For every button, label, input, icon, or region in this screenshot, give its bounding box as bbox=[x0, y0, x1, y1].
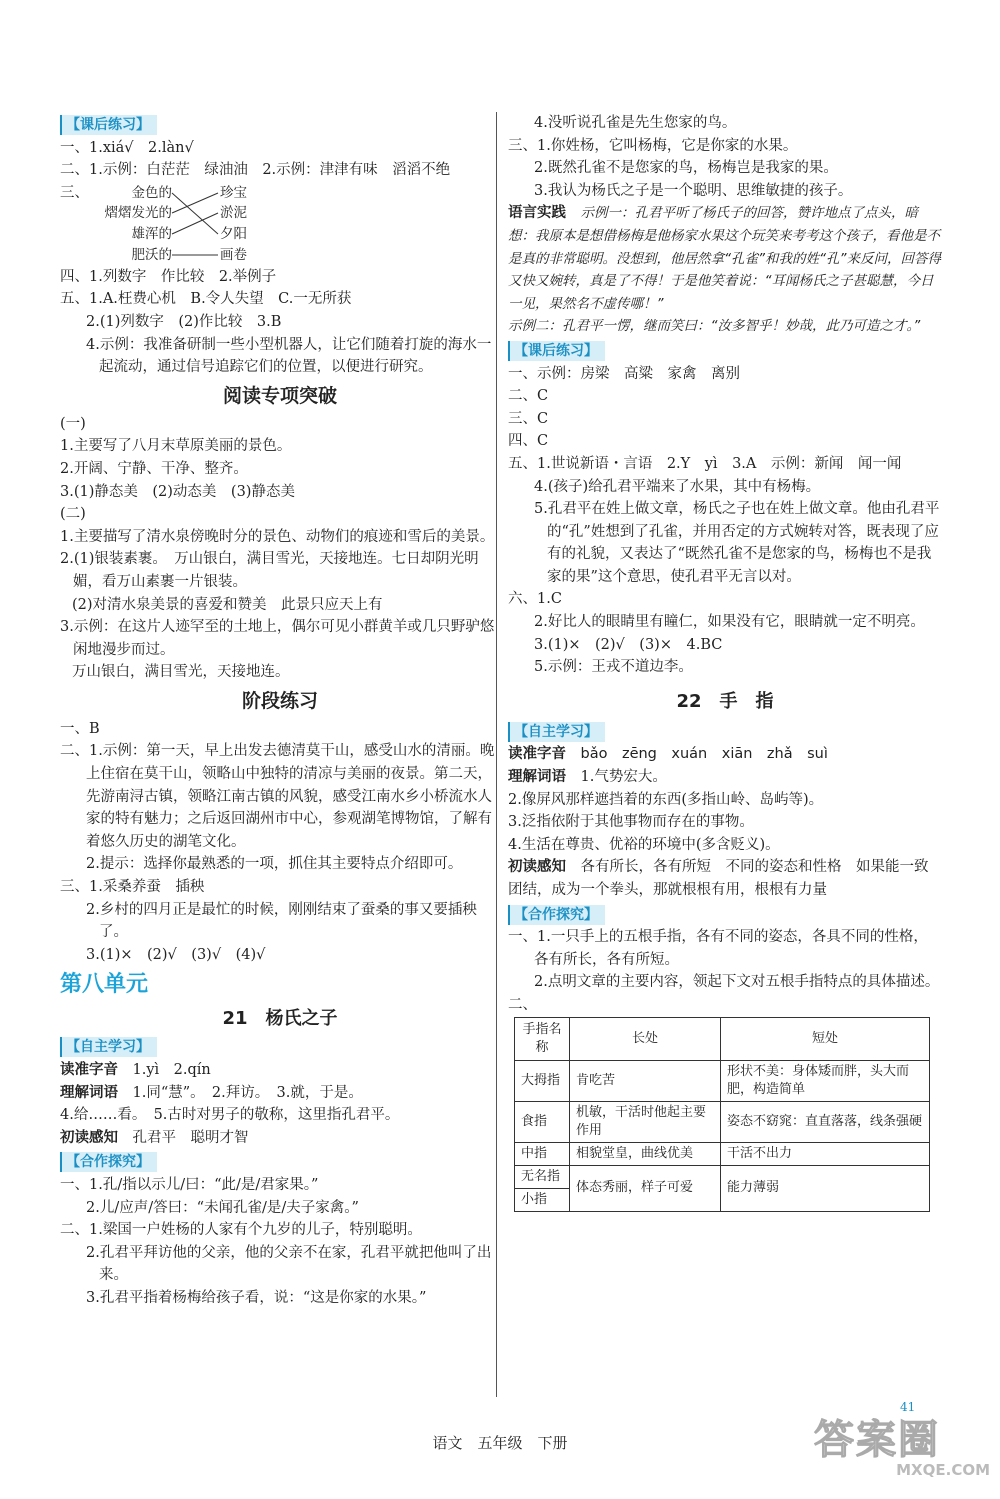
finger-comparison-table bbox=[514, 1017, 930, 1212]
answer-line: 五、1.A.枉费心机 B.令人失望 C.一无所获 bbox=[60, 291, 352, 308]
answer-line: 5.示例：王戎不道边李。 bbox=[534, 659, 693, 676]
answer-line: 2.孔君平拜访他的父亲，他的父亲不在家，孔君平就把他叫了出来。 bbox=[86, 1244, 492, 1284]
matching-exercise: 三、 金色的 熠熠发光的 雄浑的 肥沃的 珍宝 淤泥 夕阳 画卷 bbox=[60, 182, 500, 266]
answer-line: 1.主要描写了清水泉傍晚时分的景色、动物们的痕迹和雪后的美景。 bbox=[60, 528, 495, 545]
match-left-item: 熠熠发光的 bbox=[104, 204, 172, 221]
table-cell: 能力薄弱 bbox=[721, 1165, 930, 1211]
answer-line: 三、C bbox=[508, 410, 549, 427]
answer-line: 二、1.示例：第一天，早上出发去德清莫干山，感受山水的清丽。晚上住宿在莫干山，领略山中独特的清凉与美丽的夜景。第二天，先游南浔古镇，领略江南古镇的风貌，感受江南水乡小桥流水人家的特有魅力；之后返回湖州市中心，参观湖笔博物馆，了解有着悠久历史的湖笔文化。 bbox=[60, 743, 495, 850]
match-right-item: 淤泥 bbox=[220, 204, 247, 221]
answer-line: 2.好比人的眼睛里有瞳仁，如果没有它，眼睛就一定不明亮。 bbox=[534, 614, 925, 631]
section-tag-self-study: 【自主学习】 bbox=[508, 722, 605, 742]
answer-line: 理解词语 1.同“慧”。 2.拜访。 3.就，于是。 bbox=[60, 1083, 363, 1101]
lesson-title-21: 21 杨氏之子 bbox=[222, 1008, 338, 1030]
match-right-item: 画卷 bbox=[220, 246, 247, 263]
answer-line: 五、1.世说新语・言语 2.Y yì 3.A 示例：新闻 闻一闻 bbox=[508, 455, 902, 472]
section-tag-cooperative: 【合作探究】 bbox=[508, 905, 605, 925]
table-header: 短处 bbox=[721, 1017, 930, 1060]
answer-line: 4.没听说孔雀是先生您家的鸟。 bbox=[534, 115, 737, 131]
page-number: 41 bbox=[900, 1400, 916, 1414]
match-lines bbox=[60, 182, 230, 266]
answer-line: 2.既然孔雀不是您家的鸟，杨梅岂是我家的果。 bbox=[534, 160, 838, 177]
table-cell: 机敏，干活时他起主要作用 bbox=[570, 1101, 721, 1142]
answer-line: 3.(1)× (2)√ (3)× 4.BC bbox=[534, 636, 723, 653]
table-cell: 大拇指 bbox=[515, 1060, 570, 1101]
answer-line: 四、1.列数字 作比较 2.举例子 bbox=[60, 268, 277, 285]
watermark-url: MXQE.COM bbox=[896, 1461, 990, 1479]
table-cell: 小指 bbox=[515, 1188, 570, 1211]
match-left-item: 金色的 bbox=[131, 184, 172, 201]
answer-line: 4.示例：我准备研制一些小型机器人，让它们随着打旋的海水一起流动，通过信号追踪它们的位置，以便进行研究。 bbox=[86, 336, 492, 376]
answer-line: 5.孔君平在姓上做文章，杨氏之子也在姓上做文章。他由孔君平的“孔”姓想到了孔雀，并用否定的方式婉转对答，既表现了应有的礼貌，又表达了“既然孔雀不是您家的鸟，杨梅也不是我家的果”这个意思，使孔君平无言以对。 bbox=[534, 501, 940, 585]
answer-line: 3.我认为杨氏之子是一个聪明、思维敏捷的孩子。 bbox=[534, 182, 853, 199]
answer-line: 4.生活在尊贵、优裕的环境中(多含贬义)。 bbox=[508, 836, 780, 853]
table-cell: 食指 bbox=[515, 1101, 570, 1142]
table-cell: 体态秀丽，样子可爱 bbox=[570, 1165, 721, 1211]
table-header: 长处 bbox=[570, 1017, 721, 1060]
language-practice: 语言实践 示例一：孔君平听了杨氏子的回答，赞许地点了点头，暗想：我原本是想借杨梅是他杨家水果这个玩笑来考考这个孩子，看他是不是真的非常聪明。没想到，他居然拿“孔雀”和我的姓“孔”来反问，回答得又快又婉转，真是了不得！于是他笑着说：“耳闻杨氏之子甚聪慧，今日一见，果然名不虚传哪！” bbox=[508, 204, 941, 312]
table-row bbox=[515, 1165, 930, 1188]
table-cell: 相貌堂皇，曲线优美 bbox=[570, 1142, 721, 1165]
answer-line: 3.泛指依附于其他事物而存在的事物。 bbox=[508, 814, 754, 831]
answer-line: (二) bbox=[60, 506, 86, 523]
answer-line: 一、1.一只手上的五根手指，各有不同的姿态，各具不同的性格，各有所长，各有所短。 bbox=[508, 929, 928, 968]
left-column bbox=[60, 112, 500, 1310]
answer-line: 2.像屏风那样遮挡着的东西(多指山岭、岛屿等)。 bbox=[508, 791, 824, 808]
answer-line: 三、1.采桑养蚕 插秧 bbox=[60, 879, 205, 896]
watermark bbox=[814, 1408, 990, 1494]
answer-line: 二、C bbox=[508, 388, 549, 405]
table-row bbox=[515, 1101, 930, 1142]
answer-line: 2.开阔、宁静、干净、整齐。 bbox=[60, 460, 248, 477]
answer-line: 理解词语 1.气势宏大。 bbox=[508, 768, 667, 786]
lesson-title-22: 22 手 指 bbox=[676, 690, 774, 712]
answer-line: 2.儿/应声/答曰：“未闻孔雀/是/夫子家禽。” bbox=[86, 1199, 359, 1216]
answer-line: 3.(1)× (2)√ (3)√ (4)√ bbox=[86, 946, 266, 963]
answer-line: 2.(1)银装素裹。 万山银白，满目雪光，天接地连。七日却阴光明媚，看万山素裹一片银装。 bbox=[60, 551, 479, 590]
table-cell: 形状不美：身体矮而胖，头大而肥，构造简单 bbox=[721, 1060, 930, 1101]
section-tag-after-class: 【课后练习】 bbox=[60, 115, 157, 135]
language-practice-example-2: 示例二：孔君平一愣，继而笑曰：“汝多智乎！妙哉，此乃可造之才。” bbox=[508, 318, 921, 335]
answer-line: 一、示例：房梁 高粱 家禽 离别 bbox=[508, 365, 740, 382]
table-cell: 中指 bbox=[515, 1142, 570, 1165]
answer-line: 四、C bbox=[508, 433, 549, 450]
section-title-stage: 阶段练习 bbox=[241, 689, 318, 712]
answer-line: 2.点明文章的主要内容，领起下文对五根手指特点的具体描述。 bbox=[534, 974, 940, 991]
answer-line: 初读感知 孔君平 聪明才智 bbox=[60, 1128, 249, 1146]
answer-line: 1.主要写了八月末草原美丽的景色。 bbox=[60, 438, 292, 455]
answer-line: 3.示例：在这片人迹罕至的土地上，偶尔可见小群黄羊或几只野驴悠闲地漫步而过。 bbox=[60, 619, 495, 658]
answer-line: 万山银白，满目雪光，天接地连。 bbox=[72, 664, 290, 681]
answer-line: 一、1.孔/指以示儿/曰：“此/是/君家果。” bbox=[60, 1176, 319, 1193]
answer-line: (一) bbox=[60, 415, 86, 432]
match-left-item: 雄浑的 bbox=[131, 225, 172, 242]
table-cell: 无名指 bbox=[515, 1165, 570, 1188]
answer-line: 一、B bbox=[60, 720, 100, 737]
answer-line: 3.孔君平指着杨梅给孩子看，说：“这是你家的水果。” bbox=[86, 1289, 427, 1306]
answer-line: 初读感知 各有所长，各有所短 不同的姿态和性格 如果能一致团结，成为一个拳头，那就根根有用，根根有力量 bbox=[508, 858, 929, 898]
table-cell: 干活不出力 bbox=[721, 1142, 930, 1165]
section-tag-after-class: 【课后练习】 bbox=[508, 341, 605, 361]
watermark-logo: 答案圈 bbox=[814, 1417, 940, 1463]
answer-line: 读准字音 1.yì 2.qín bbox=[60, 1061, 211, 1078]
answer-line: 2.(1)列数字 (2)作比较 3.B bbox=[86, 313, 282, 330]
match-left-item: 肥沃的 bbox=[131, 246, 172, 263]
section-tag-self-study: 【自主学习】 bbox=[60, 1037, 157, 1057]
table-header-row bbox=[515, 1017, 930, 1060]
match-right-item: 珍宝 bbox=[220, 184, 247, 201]
unit-title: 第八单元 bbox=[60, 972, 149, 998]
answer-line: 二、 bbox=[508, 996, 537, 1013]
answer-line: 2.乡村的四月正是最忙的时候，刚刚结束了蚕桑的事又要插秧了。 bbox=[86, 901, 477, 941]
answer-line: 4.给……看。 5.古时对男子的敬称，这里指孔君平。 bbox=[60, 1107, 400, 1124]
answer-line: 三、1.你姓杨，它叫杨梅，它是你家的水果。 bbox=[508, 137, 798, 154]
answer-line: 二、1.示例：白茫茫 绿油油 2.示例：津津有味 滔滔不绝 bbox=[60, 162, 451, 179]
page-footer: 语文 五年级 下册 bbox=[432, 1434, 568, 1452]
answer-line: 六、1.C bbox=[508, 591, 562, 608]
table-row bbox=[515, 1142, 930, 1165]
section-title-reading: 阅读专项突破 bbox=[222, 384, 337, 407]
answer-line: (2)对清水泉美景的喜爱和赞美 此景只应天上有 bbox=[72, 596, 383, 613]
section-tag-cooperative: 【合作探究】 bbox=[60, 1152, 157, 1172]
answer-line: 一、1.xiá√ 2.làn√ bbox=[60, 139, 194, 156]
right-column bbox=[508, 112, 942, 1212]
answer-line: 读准字音 bǎo zēng xuán xiān zhǎ suì bbox=[508, 745, 828, 763]
match-right-item: 夕阳 bbox=[220, 225, 247, 242]
table-row bbox=[515, 1060, 930, 1101]
answer-line: 二、1.梁国一户姓杨的人家有个九岁的儿子，特别聪明。 bbox=[60, 1222, 422, 1239]
answer-line: 4.(孩子)给孔君平端来了水果，其中有杨梅。 bbox=[534, 478, 821, 495]
answer-line: 3.(1)静态美 (2)动态美 (3)静态美 bbox=[60, 483, 295, 500]
answer-line: 2.提示：选择你最熟悉的一项，抓住其主要特点介绍即可。 bbox=[86, 856, 463, 873]
table-cell: 姿态不窈窕：直直落落，线条强硬 bbox=[721, 1101, 930, 1142]
table-header: 手指名称 bbox=[515, 1017, 570, 1060]
table-cell: 肯吃苦 bbox=[570, 1060, 721, 1101]
